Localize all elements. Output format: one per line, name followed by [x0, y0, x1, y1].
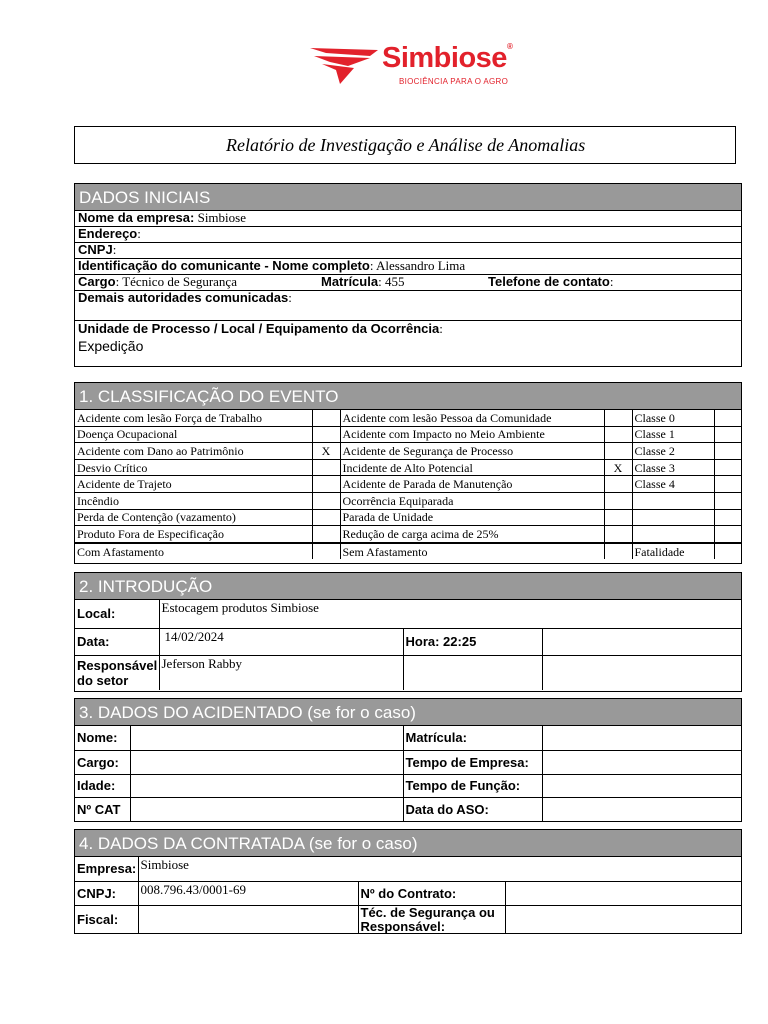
classification-checkbox[interactable] — [714, 476, 741, 493]
section-introducao — [74, 572, 742, 692]
simbiose-wing-icon — [308, 44, 380, 86]
classification-label: Classe 3 — [632, 459, 714, 476]
classification-checkbox[interactable] — [604, 476, 632, 493]
section-header: 3. DADOS DO ACIDENTADO (se for o caso) — [75, 699, 741, 726]
classification-label: Acidente com Dano ao Patrimônio — [75, 443, 312, 460]
classification-label: Classe 4 — [632, 476, 714, 493]
cnpj-label: CNPJ: — [75, 881, 138, 905]
classification-checkbox[interactable] — [714, 459, 741, 476]
cnpj-value: 008.796.43/0001-69 — [138, 881, 358, 905]
hora-label: Hora: 22:25 — [403, 628, 542, 655]
hora-value — [542, 628, 741, 655]
section-header: 4. DADOS DA CONTRATADA (se for o caso) — [75, 830, 741, 857]
classification-checkbox[interactable] — [714, 543, 741, 560]
classification-row — [75, 543, 741, 560]
classification-row — [75, 476, 741, 493]
classification-checkbox[interactable] — [312, 509, 340, 526]
row-autoridades: Demais autoridades comunicadas: — [75, 291, 741, 321]
classification-row — [75, 526, 741, 543]
local-value: Estocagem produtos Simbiose — [159, 600, 741, 628]
classification-checkbox[interactable] — [714, 492, 741, 509]
classification-checkbox[interactable] — [604, 526, 632, 543]
classification-checkbox[interactable] — [312, 410, 340, 426]
row-endereco: Endereço: — [75, 227, 741, 243]
classification-checkbox[interactable] — [714, 509, 741, 526]
section-classificacao — [74, 382, 742, 564]
tempo-empresa-value — [542, 750, 741, 774]
cargo-value — [130, 750, 403, 774]
classification-checkbox[interactable] — [604, 543, 632, 560]
classification-label: Classe 0 — [632, 410, 714, 426]
classification-label: Acidente com lesão Força de Trabalho — [75, 410, 312, 426]
local-label: Local: — [75, 600, 159, 628]
classification-label: Produto Fora de Especificação — [75, 526, 312, 543]
matricula-value — [542, 726, 741, 750]
classification-label: Doença Ocupacional — [75, 426, 312, 443]
tec-label: Téc. de Segurança ou Responsável: — [358, 905, 505, 934]
contrato-value — [505, 881, 741, 905]
row-cnpj: CNPJ: — [75, 243, 741, 259]
classification-row — [75, 443, 741, 460]
classification-row — [75, 410, 741, 426]
classification-table — [75, 410, 741, 559]
classification-label: Acidente de Segurança de Processo — [340, 443, 604, 460]
classification-label: Perda de Contenção (vazamento) — [75, 509, 312, 526]
logo-tagline: BIOCIÊNCIA PARA O AGRO — [399, 77, 509, 86]
fiscal-label: Fiscal: — [75, 905, 138, 934]
acidentado-table — [75, 726, 741, 821]
classification-label: Fatalidade — [632, 543, 714, 560]
cargo-label: Cargo: — [75, 750, 130, 774]
tempo-funcao-label: Tempo de Função: — [403, 774, 542, 797]
classification-checkbox[interactable] — [604, 410, 632, 426]
classification-row — [75, 509, 741, 526]
responsavel-value: Jeferson Rabby — [159, 655, 403, 690]
classification-label: Desvio Crítico — [75, 459, 312, 476]
aso-value — [542, 797, 741, 821]
aso-label: Data do ASO: — [403, 797, 542, 821]
section-acidentado — [74, 698, 742, 822]
nome-label: Nome: — [75, 726, 130, 750]
classification-checkbox[interactable] — [604, 443, 632, 460]
classification-checkbox[interactable]: X — [312, 443, 340, 460]
classification-label: Acidente com lesão Pessoa da Comunidade — [340, 410, 604, 426]
empresa-value: Simbiose — [197, 210, 246, 225]
classification-label: Redução de carga acima de 25% — [340, 526, 604, 543]
idade-label: Idade: — [75, 774, 130, 797]
report-title-box — [74, 126, 736, 164]
introducao-table — [75, 600, 741, 690]
classification-label — [632, 492, 714, 509]
classification-label: Acidente de Parada de Manutenção — [340, 476, 604, 493]
classification-label: Classe 2 — [632, 443, 714, 460]
contrato-label: Nº do Contrato: — [358, 881, 505, 905]
classification-checkbox[interactable] — [714, 410, 741, 426]
section-header: DADOS INICIAIS — [75, 184, 741, 211]
row-cargo: Cargo: Técnico de Segurança Matrícula: 455 Telefone de contato: — [75, 275, 741, 291]
tempo-funcao-value — [542, 774, 741, 797]
classification-label — [632, 509, 714, 526]
classification-label: Com Afastamento — [75, 543, 312, 560]
empresa-value: Simbiose — [138, 857, 741, 881]
classification-checkbox[interactable] — [312, 426, 340, 443]
empresa-label: Empresa: — [75, 857, 138, 881]
unidade-value: Expedição — [78, 338, 144, 354]
classification-checkbox[interactable] — [604, 492, 632, 509]
comunicante-value: Alessandro Lima — [375, 258, 466, 273]
classification-checkbox[interactable] — [714, 426, 741, 443]
classification-label: Incidente de Alto Potencial — [340, 459, 604, 476]
idade-value — [130, 774, 403, 797]
matricula-label: Matrícula: — [403, 726, 542, 750]
cat-label: Nº CAT — [75, 797, 130, 821]
cargo-value: Técnico de Segurança — [122, 274, 237, 289]
classification-checkbox[interactable] — [312, 476, 340, 493]
classification-label — [632, 526, 714, 543]
classification-row — [75, 426, 741, 443]
tempo-empresa-label: Tempo de Empresa: — [403, 750, 542, 774]
row-unidade: Unidade de Processo / Local / Equipamento da Ocorrência: Expedição — [78, 321, 443, 354]
contratada-table — [75, 857, 741, 934]
responsavel-label: Responsável do setor — [75, 655, 159, 690]
classification-checkbox[interactable] — [312, 492, 340, 509]
simbiose-logo — [308, 40, 528, 90]
classification-row — [75, 492, 741, 509]
classification-label: Ocorrência Equiparada — [340, 492, 604, 509]
data-value: 14/02/2024 — [159, 628, 403, 655]
fiscal-value — [138, 905, 358, 934]
classification-checkbox[interactable] — [312, 459, 340, 476]
matricula-value: 455 — [384, 274, 405, 289]
cat-value — [130, 797, 403, 821]
classification-label: Sem Afastamento — [340, 543, 604, 560]
data-label: Data: — [75, 628, 159, 655]
classification-checkbox[interactable] — [604, 426, 632, 443]
classification-label: Acidente com Impacto no Meio Ambiente — [340, 426, 604, 443]
classification-checkbox[interactable] — [312, 543, 340, 560]
section-dados-iniciais — [74, 183, 742, 367]
section-header: 1. CLASSIFICAÇÃO DO EVENTO — [75, 383, 741, 410]
classification-label: Incêndio — [75, 492, 312, 509]
section-header: 2. INTRODUÇÃO — [75, 573, 741, 600]
logo-name: Simbiose® — [382, 42, 513, 74]
classification-checkbox[interactable] — [714, 443, 741, 460]
classification-checkbox[interactable] — [312, 526, 340, 543]
classification-checkbox[interactable]: X — [604, 459, 632, 476]
classification-label: Parada de Unidade — [340, 509, 604, 526]
row-empresa: Nome da empresa: Simbiose — [75, 211, 741, 227]
classification-checkbox[interactable] — [604, 509, 632, 526]
tec-value — [505, 905, 741, 934]
row-comunicante: Identificação do comunicante - Nome completo: Alessandro Lima — [75, 259, 741, 275]
section-contratada — [74, 829, 742, 934]
classification-label: Acidente de Trajeto — [75, 476, 312, 493]
classification-label: Classe 1 — [632, 426, 714, 443]
report-title: Relatório de Investigação e Análise de Anomalias — [226, 135, 586, 155]
classification-row — [75, 459, 741, 476]
nome-value — [130, 726, 403, 750]
classification-checkbox[interactable] — [714, 526, 741, 543]
